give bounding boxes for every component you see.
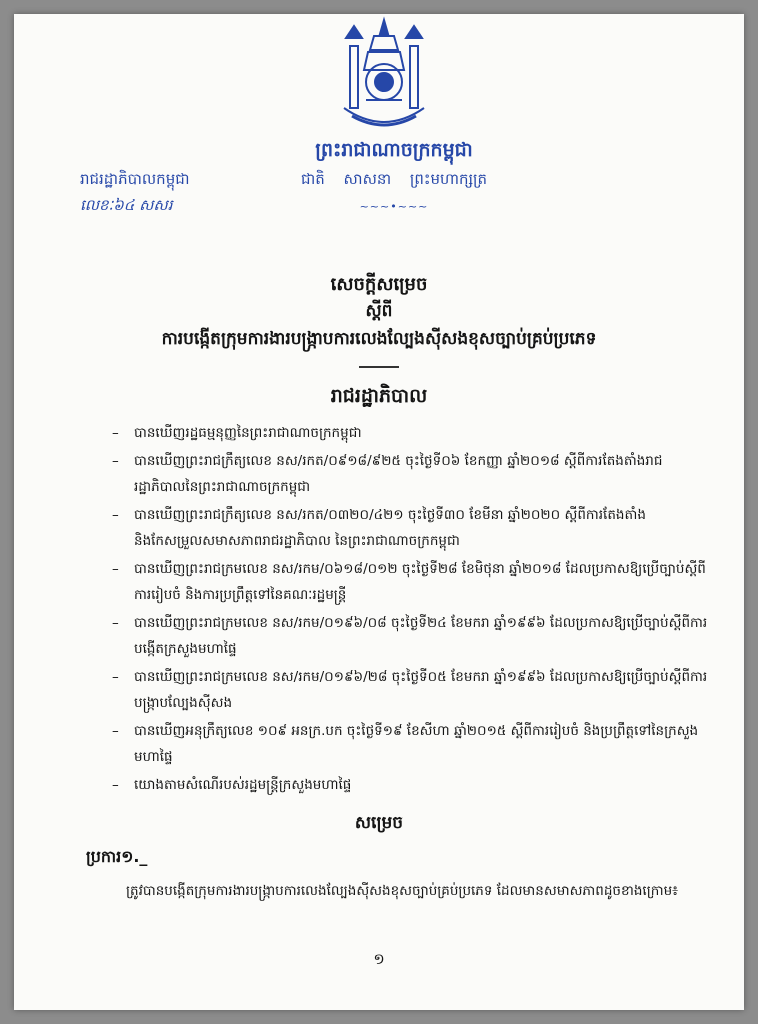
ornament-divider: ~~~•~~~ <box>359 200 429 213</box>
list-item: – បានឃើញរដ្ឋធម្មនុញ្ញនៃព្រះរាជាណាចក្រកម្ពុជា <box>110 420 710 446</box>
dash-bullet: – <box>112 507 119 523</box>
article-label: ប្រការ១._ <box>86 847 148 866</box>
kingdom-title: ព្រះរាជាណាចក្រកម្ពុជា <box>315 139 473 161</box>
document-page <box>14 14 744 1010</box>
dash-bullet: – <box>112 561 119 577</box>
list-item: – បានឃើញព្រះរាជក្រឹត្យលេខ នស/រកត/០៩១៨/៩២៥ ចុះថ្ងៃទី០៦ ខែកញ្ញា ឆ្នាំ២០១៨ ស្ដីពីការតែងតាំងរាជរដ្ឋាភិបាលនៃព្រះរាជាណាចក្រកម្ពុជា <box>110 448 710 500</box>
list-item: – បានឃើញអនុក្រឹត្យលេខ ១០៩ អនក្រ.បក ចុះថ្ងៃទី១៩ ខែសីហា ឆ្នាំ២០១៥ ស្ដីពីការរៀបចំ និងប្រព្រឹត្តទៅនៃក្រសួងមហាផ្ទៃ <box>110 718 710 770</box>
list-item: – បានឃើញព្រះរាជក្រមលេខ នស/រកម/០១៩៦/២៨ ចុះថ្ងៃទី០៥ ខែមករា ឆ្នាំ១៩៩៦ ដែលប្រកាសឱ្យប្រើច្បាប់ស្ដីពីការបង្ក្រាបល្បែងស៊ីសង <box>110 664 710 716</box>
dash-bullet: – <box>112 669 119 685</box>
list-item: – បានឃើញព្រះរាជក្រមលេខ នស/រកម/០១៩៦/០៨ ចុះថ្ងៃទី២៤ ខែមករា ឆ្នាំ១៩៩៦ ដែលប្រកាសឱ្យប្រើច្បាប់ស្ដីពីការបង្កើតក្រសួងមហាផ្ទៃ <box>110 610 710 662</box>
page-number: ១ <box>373 950 385 968</box>
reference-number: លេខៈ៦៤ សសរ <box>80 196 173 214</box>
document-type-heading: សេចក្ដីសម្រេច <box>330 274 428 295</box>
title-divider <box>359 366 399 368</box>
dash-bullet: – <box>112 453 119 469</box>
dash-bullet: – <box>112 777 119 793</box>
dash-bullet: – <box>112 615 119 631</box>
list-item: – យោងតាមសំណើរបស់រដ្ឋមន្ត្រីក្រសួងមហាផ្ទៃ <box>110 772 710 798</box>
list-item: – បានឃើញព្រះរាជក្រមលេខ នស/រកម/០៦១៨/០១២ ចុះថ្ងៃទី២៨ ខែមិថុនា ឆ្នាំ២០១៨ ដែលប្រកាសឱ្យប្រើច្បាប់ស្ដីពីការរៀបចំ និងការប្រព្រឹត្តទៅនៃគណៈរដ្ឋមន្ត្រី <box>110 556 710 608</box>
concerning-label: ស្ដីពី <box>365 301 393 321</box>
article-body: ត្រូវបានបង្កើតក្រុមការងារបង្ក្រាបការលេងល្បែងស៊ីសងខុសច្បាប់គ្រប់ប្រភេទ ដែលមានសមាសភាពដូចខាងក្រោម៖ <box>126 883 679 899</box>
government-heading: រាជរដ្ឋាភិបាល <box>330 385 428 407</box>
decision-heading: សម្រេច <box>354 813 404 833</box>
considerations-list <box>110 420 710 800</box>
royal-coat-of-arms-emblem <box>336 16 432 138</box>
dash-bullet: – <box>112 723 119 739</box>
dash-bullet: – <box>112 425 119 441</box>
list-item: – បានឃើញព្រះរាជក្រឹត្យលេខ នស/រកត/០៣២០/៤២១ ចុះថ្ងៃទី៣០ ខែមីនា ឆ្នាំ២០២០ ស្ដីពីការតែងតាំង និងកែសម្រួលសមាសភាពរាជរដ្ឋាភិបាល នៃព្រះរាជាណាចក្រកម្ពុជា <box>110 502 710 554</box>
document-subject: ការបង្កើតក្រុមការងារបង្ក្រាបការលេងល្បែងស៊ីសងខុសច្បាប់គ្រប់ប្រភេទ <box>161 329 597 349</box>
issuer-name: រាជរដ្ឋាភិបាលកម្ពុជា <box>80 170 190 188</box>
national-motto: ជាតិ សាសនា ព្រះមហាក្សត្រ <box>300 170 488 188</box>
